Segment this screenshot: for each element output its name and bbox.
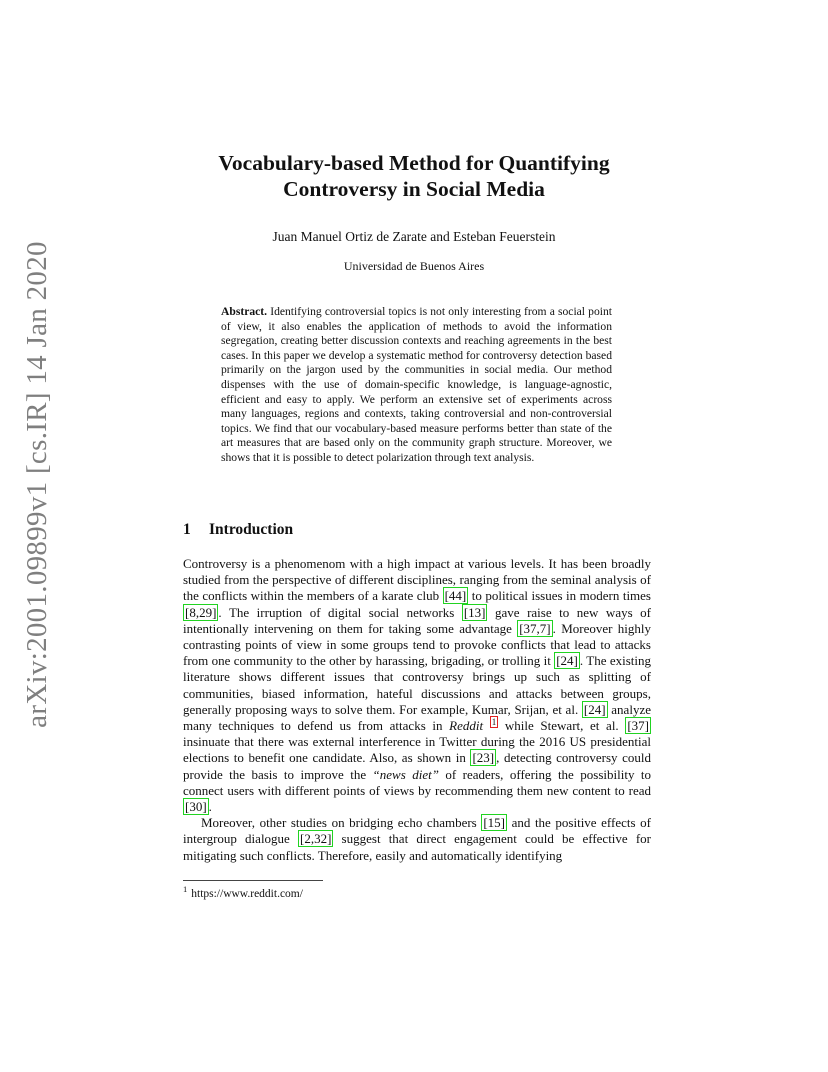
footnote-number: 1 [183, 884, 188, 894]
footnote-link[interactable]: 1 [491, 716, 497, 727]
footnote [183, 880, 651, 900]
text-run: . [208, 799, 212, 815]
title-line-1: Vocabulary-based Method for Quantifying [218, 151, 610, 175]
paragraph-2 [183, 815, 651, 864]
text-run: , detecting controversy could provide the basis to improve the [183, 750, 651, 782]
abstract-text: Identifying controversial topics is not only interesting from a social point of view, it also enables the application of methods to avoid the information segregation, creating better discussion contexts and reaching agreements in the best cases. In this paper we develop a systematic method for controversy detection based primarily on the jargon used by the communities in social media. Our method dispenses with the use of domain-specific knowledge, is language-agnostic, efficient and easy to apply. We perform an extensive set of experiments across many languages, regions and contexts, taking controversial and non-controversial topics. We find that our vocabulary-based measure performs better than state of the art measures that are based only on the community graph structure. Moreover, we shows that it is possible to detect polarization through text analysis. [221, 305, 613, 464]
authors: Juan Manuel Ortiz de Zarate and Esteban Feuerstein [272, 229, 556, 244]
citation-link[interactable]: [8,29] [185, 604, 217, 620]
abstract [221, 305, 612, 466]
arxiv-side-stamp [20, 240, 54, 728]
news-diet-emphasis: “news diet” [372, 766, 439, 782]
section-title: Introduction [209, 521, 294, 538]
title-line-2: Controversy in Social Media [283, 177, 545, 201]
section-number: 1 [183, 521, 191, 538]
text-run: . Moreover highly contrasting points of view in some groups tend to provoke conflicts that lead to attacks from one community to the other by harassing, brigading, or trolling it [183, 620, 651, 669]
body-text [183, 556, 651, 864]
paragraph-1 [183, 556, 651, 815]
text-run: Moreover, other studies on bridging echo chambers [201, 815, 482, 831]
arxiv-identifier: arXiv:2001.09899v1 [cs.IR] 14 Jan 2020 [20, 240, 53, 728]
text-run: Controversy is a phenomenom with a high impact at various levels. It has been broadly studied from the perspective of different disciplines, ranging from the seminal analysis of the conflicts within the members of a karate club [183, 556, 651, 604]
footnote-url[interactable]: https://www.reddit.com/ [191, 887, 303, 900]
reddit-emphasis: Reddit [449, 718, 484, 734]
citation-link[interactable]: [24] [556, 653, 578, 669]
text-run: analyze many techniques to defend us from attacks in [183, 701, 651, 734]
text-run: suggest that direct engagement could be effective for mitigating such conflicts. Therefore, easily and automatically identifying [183, 831, 651, 863]
text-run: to political issues in modern times [468, 588, 651, 604]
text-run: while Stewart, et al. [498, 718, 626, 734]
abstract-label: Abstract. [221, 305, 268, 318]
text-run: gave raise to new ways of intentionally intervening on them for taking some advantage [183, 604, 651, 636]
citation-link[interactable]: [13] [463, 604, 486, 620]
citation-link[interactable]: [37,7] [519, 620, 551, 636]
citation-link[interactable]: [44] [444, 588, 467, 604]
text-run: . The irruption of digital social networks [218, 604, 462, 620]
text-run: of readers, offering the possibility to connect users with different points of views by recommending them new content to read [183, 766, 651, 798]
text-run: . The existing literature shows different issues that controversy brings up such as splitting of communities, biased information, hateful discussions and attacks between groups, generally proposing ways to solve them. For example, Kumar, Srijan, et al. [183, 653, 651, 717]
text-run: and the positive effects of intergroup dialogue [183, 815, 651, 847]
paper-title [150, 150, 678, 202]
text-run: insinuate that there was external interference in Twitter during the 2016 US presidential elections to benefit one candidate. Also, as shown in [183, 734, 651, 766]
affiliation: Universidad de Buenos Aires [343, 259, 485, 273]
citation-link[interactable]: [15] [483, 815, 505, 831]
citation-link[interactable]: [23] [472, 750, 495, 766]
section-heading [183, 521, 293, 539]
citation-link[interactable]: [37] [627, 718, 650, 734]
citation-link[interactable]: [24] [583, 701, 606, 717]
citation-link[interactable]: [2,32] [299, 831, 332, 847]
citation-link[interactable]: [30] [185, 799, 207, 815]
